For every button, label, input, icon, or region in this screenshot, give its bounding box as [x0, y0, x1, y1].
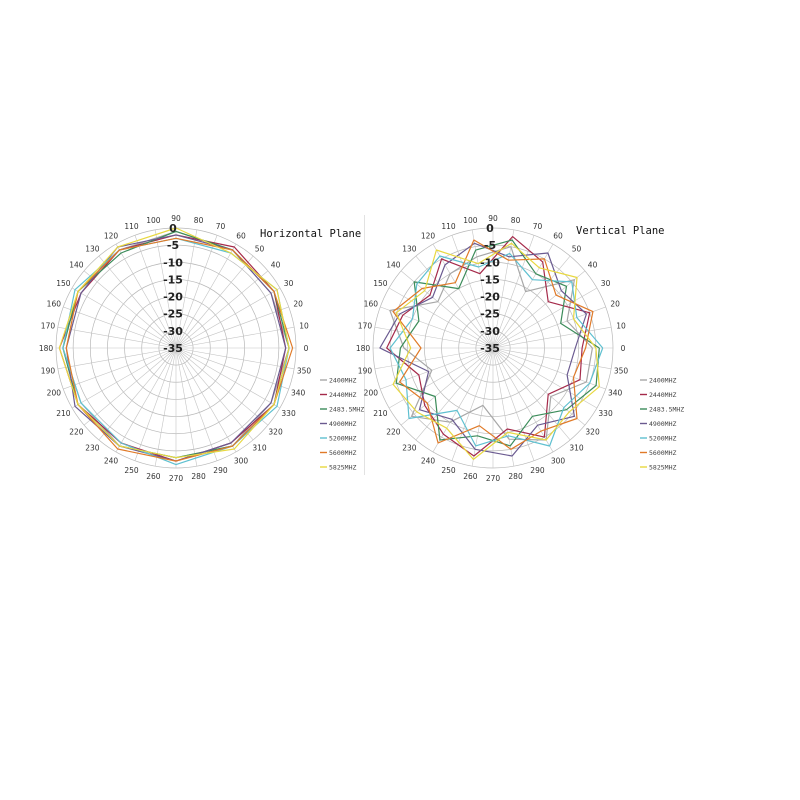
angle-tick-label: 180: [355, 344, 371, 353]
chart-title: Horizontal Plane: [260, 228, 362, 240]
angle-tick-label: 30: [283, 279, 294, 288]
angle-tick-label: 150: [373, 279, 388, 288]
legend-entry: 2440MHZ: [649, 391, 677, 399]
radial-tick-label: -25: [480, 307, 500, 321]
angle-tick-label: 310: [569, 443, 584, 453]
angle-tick-label: 50: [254, 244, 265, 254]
angle-tick-label: 220: [69, 427, 84, 437]
angle-tick-label: 170: [357, 321, 373, 331]
radial-tick-label: -5: [166, 239, 180, 253]
angle-tick-label: 350: [296, 366, 312, 376]
angle-tick-label: 300: [550, 456, 566, 466]
chart-title: Vertical Plane: [576, 225, 665, 237]
radial-tick-label: -5: [483, 239, 497, 253]
angle-tick-label: 260: [146, 472, 161, 482]
angle-tick-label: 0: [620, 344, 626, 353]
angle-tick-label: 230: [85, 443, 100, 453]
angle-tick-label: 340: [607, 388, 623, 398]
angle-tick-label: 20: [610, 299, 620, 309]
legend-entry: 5200MHZ: [329, 434, 357, 443]
angle-tick-label: 320: [268, 427, 283, 437]
angle-tick-label: 150: [56, 279, 71, 288]
legend-entry: 4900MHZ: [329, 420, 357, 428]
vertical-plane-svg: [318, 195, 698, 495]
legend-entry: 5825MHZ: [329, 463, 357, 472]
angle-tick-label: 140: [69, 260, 84, 270]
angle-tick-label: 180: [38, 344, 54, 353]
angle-tick-label: 70: [215, 221, 226, 231]
legend-entry: 5825MHZ: [649, 463, 677, 472]
radial-tick-label: -35: [480, 342, 500, 355]
angle-tick-label: 330: [281, 409, 296, 418]
angle-tick-label: 20: [293, 299, 303, 309]
radial-tick-label: -35: [163, 342, 183, 355]
radial-tick-label: -20: [480, 290, 500, 304]
angle-tick-label: 230: [402, 443, 417, 453]
angle-tick-label: 300: [233, 456, 249, 466]
angle-tick-label: 290: [213, 466, 228, 476]
angle-tick-label: 280: [191, 472, 206, 482]
angle-tick-label: 120: [103, 231, 119, 241]
angle-tick-label: 260: [463, 472, 478, 482]
radial-tick-label: 0: [486, 222, 494, 235]
angle-tick-label: 30: [600, 279, 611, 288]
angle-tick-label: 140: [386, 260, 401, 270]
angle-tick-label: 40: [270, 260, 281, 270]
angle-tick-label: 320: [585, 427, 600, 437]
angle-tick-label: 80: [193, 215, 204, 225]
angle-tick-label: 50: [571, 244, 582, 254]
angle-tick-label: 270: [168, 474, 184, 483]
angle-tick-label: 10: [616, 321, 626, 331]
angle-tick-label: 0: [303, 344, 309, 353]
radial-tick-label: -30: [163, 324, 183, 338]
angle-tick-label: 90: [171, 214, 181, 223]
legend-entry: 5600MHZ: [649, 449, 677, 457]
angle-tick-label: 10: [299, 321, 309, 331]
radial-tick-label: -10: [480, 256, 500, 270]
radial-tick-label: 0: [169, 222, 177, 235]
angle-tick-label: 40: [587, 260, 598, 270]
vertical-plane-chart: [318, 195, 698, 495]
angle-tick-label: 240: [103, 456, 119, 466]
angle-tick-label: 60: [236, 231, 246, 241]
angle-tick-label: 310: [252, 443, 267, 453]
angle-tick-label: 160: [46, 299, 62, 309]
angle-tick-label: 210: [373, 409, 388, 418]
angle-tick-label: 130: [402, 244, 417, 254]
angle-tick-label: 290: [530, 466, 545, 476]
legend-entry: 2440MHZ: [329, 391, 357, 399]
radial-tick-label: -25: [163, 307, 183, 321]
angle-tick-label: 280: [508, 472, 523, 482]
angle-tick-label: 200: [46, 388, 62, 398]
angle-tick-label: 100: [146, 215, 161, 225]
radial-tick-label: -20: [163, 290, 183, 304]
angle-tick-label: 240: [420, 456, 436, 466]
angle-tick-label: 340: [290, 388, 306, 398]
angle-tick-label: 160: [363, 299, 379, 309]
angle-tick-label: 350: [613, 366, 629, 376]
angle-tick-label: 220: [386, 427, 401, 437]
angle-tick-label: 110: [124, 221, 139, 231]
angle-tick-label: 110: [441, 221, 456, 231]
legend-entry: 5200MHZ: [649, 434, 677, 443]
angle-tick-label: 170: [40, 321, 56, 331]
angle-tick-label: 200: [363, 388, 379, 398]
angle-tick-label: 70: [532, 221, 543, 231]
angle-tick-label: 100: [463, 215, 478, 225]
radial-tick-label: -15: [163, 273, 183, 287]
angle-tick-label: 90: [488, 214, 498, 223]
angle-tick-label: 120: [420, 231, 436, 241]
radial-tick-label: -10: [163, 256, 183, 270]
angle-tick-label: 270: [485, 474, 501, 483]
angle-tick-label: 330: [598, 409, 613, 418]
radial-tick-label: -15: [480, 273, 500, 287]
legend-entry: 2483.5MHZ: [649, 405, 685, 414]
angle-tick-label: 250: [124, 466, 139, 476]
legend-entry: 2400MHZ: [649, 376, 677, 385]
legend-entry: 2483.5MHZ: [329, 405, 365, 414]
angle-tick-label: 210: [56, 409, 71, 418]
angle-tick-label: 250: [441, 466, 456, 476]
angle-tick-label: 190: [40, 366, 56, 376]
angle-tick-label: 60: [553, 231, 563, 241]
angle-tick-label: 130: [85, 244, 100, 254]
legend-entry: 2400MHZ: [329, 376, 357, 385]
radial-tick-label: -30: [480, 324, 500, 338]
angle-tick-label: 80: [510, 215, 521, 225]
legend-entry: 4900MHZ: [649, 420, 677, 428]
angle-tick-label: 190: [357, 366, 373, 376]
legend-entry: 5600MHZ: [329, 449, 357, 457]
